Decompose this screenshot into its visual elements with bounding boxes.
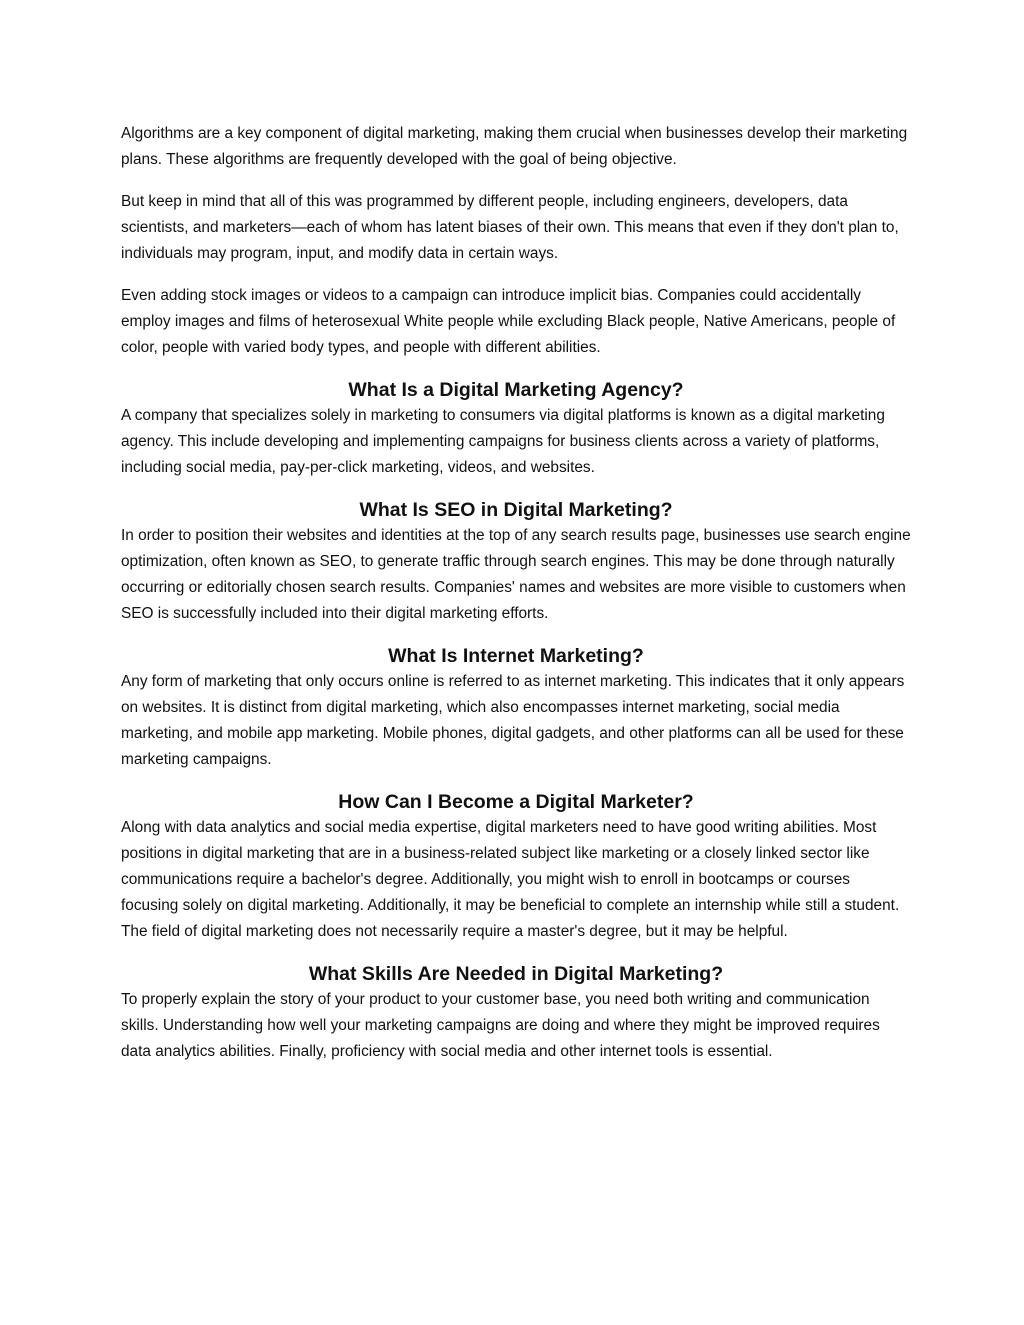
intro-paragraph: Algorithms are a key component of digital marketing, making them crucial when businesses develop their marketing plans. These algorithms are frequently developed with the goal of being objective. xyxy=(121,125,908,168)
intro-paragraph: Even adding stock images or videos to a campaign can introduce implicit bias. Companies could accidentally employ images and films of heterosexual White people while excluding Black people, Native Americans, people of color, people with varied body types, and people with different abilities. xyxy=(121,287,896,356)
section-become-digital-marketer xyxy=(121,789,911,945)
section-digital-marketing-agency xyxy=(121,377,911,481)
section-body: Any form of marketing that only occurs online is referred to as internet marketing. This indicates that it only appears on websites. It is distinct from digital marketing, which also encompasses internet marketing, social media marketing, and mobile app marketing. Mobile phones, digital gadgets, and other platforms can all be used for these marketing campaigns. xyxy=(121,673,905,768)
section-heading: What Is Internet Marketing? xyxy=(388,645,644,667)
section-body: In order to position their websites and identities at the top of any search results page, businesses use search engine optimization, often known as SEO, to generate traffic through search engines. This may be done through naturally occurring or editorially chosen search results. Companies' names and websites are more visible to customers when SEO is successfully included into their digital marketing efforts. xyxy=(121,527,911,622)
document-page xyxy=(121,121,911,1081)
section-body: To properly explain the story of your product to your customer base, you need both writing and communication skills. Understanding how well your marketing campaigns are doing and where they might be improved requires data analytics abilities. Finally, proficiency with social media and other internet tools is essential. xyxy=(121,991,880,1060)
intro-paragraph: But keep in mind that all of this was programmed by different people, including engineers, developers, data scientists, and marketers—each of whom has latent biases of their own. This means that even if they don't plan to, individuals may program, input, and modify data in certain ways. xyxy=(121,193,899,262)
section-body: Along with data analytics and social media expertise, digital marketers need to have good writing abilities. Most positions in digital marketing that are in a business-related subject like marketing or a closely linked sector like communications require a bachelor's degree. Additionally, you might wish to enroll in bootcamps or courses focusing solely on digital marketing. Additionally, it may be beneficial to complete an internship while still a student. The field of digital marketing does not necessarily require a master's degree, but it may be helpful. xyxy=(121,819,900,940)
section-heading: How Can I Become a Digital Marketer? xyxy=(338,791,694,813)
section-seo xyxy=(121,497,911,627)
section-skills-needed xyxy=(121,961,911,1065)
section-heading: What Skills Are Needed in Digital Marketing? xyxy=(308,963,724,985)
section-heading: What Is a Digital Marketing Agency? xyxy=(348,379,684,401)
section-heading: What Is SEO in Digital Marketing? xyxy=(359,499,673,521)
section-body: A company that specializes solely in marketing to consumers via digital platforms is known as a digital marketing agency. This include developing and implementing campaigns for business clients across a variety of platforms, including social media, pay-per-click marketing, videos, and websites. xyxy=(121,407,885,476)
section-internet-marketing xyxy=(121,643,911,773)
